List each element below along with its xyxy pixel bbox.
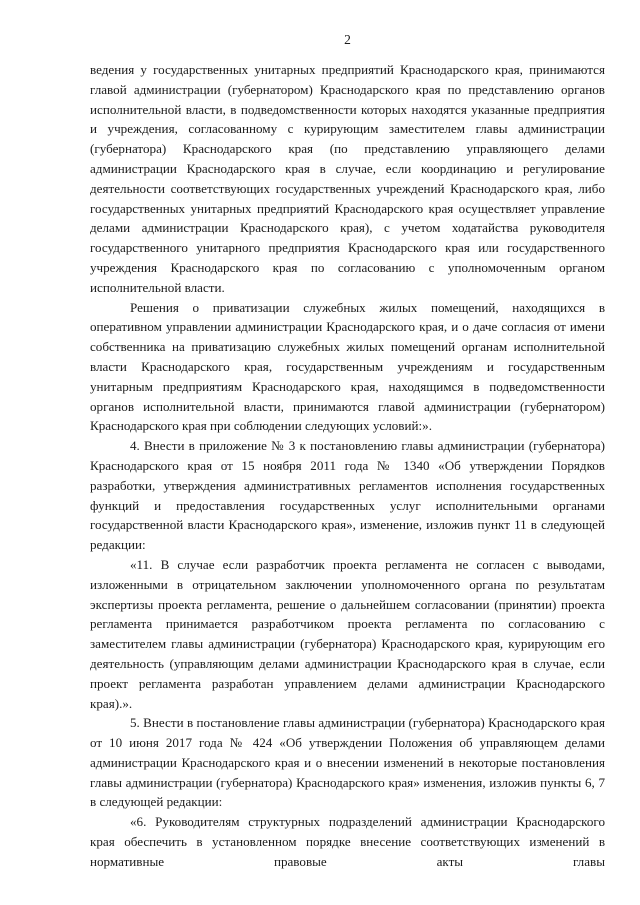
document-page — [90, 30, 605, 872]
paragraph-point-6: «6. Руководителям структурных подразделений администрации Краснодарского края обеспечить в установленном порядке внесение соответствующих изменений в нормативные правовые акты главы — [90, 814, 605, 869]
paragraph-item-5: 5. Внести в постановление главы администрации (губернатора) Краснодарского края от 10 июня 2017 года № 424 «Об утверждении Положения об управляющем делами администрации Краснодарского края и о внесении изменений в некоторые постановления главы администрации (губернатора) Краснодарского края» изменения, изложив пункты 6, 7 в следующей редакции: — [90, 715, 605, 810]
paragraph-privatization-decision: Решения о приватизации служебных жилых помещений, находящихся в оперативном управлении администрации Краснодарского края, и о даче согласия от имени собственника на приватизацию служебных жилых помещений органам исполнительной власти Краснодарского края, государственным учреждениям и государственным унитарным предприятиям Краснодарского края, находящимся в подведомственности органов исполнительной власти, принимаются главой администрации (губернатором) Краснодарского края при соблюдении следующих условий:». — [90, 299, 605, 434]
paragraph-continuation: ведения у государственных унитарных предприятий Краснодарского края, принимаются главой администрации (губернатором) Краснодарского края по представлению органов исполнительной власти, в подведомственности которых находятся указанные предприятия и учреждения, согласованному с курирующим заместителем главы администрации (губернатора) Краснодарского края (по представлению управляющего делами администрации Краснодарского края в случае, если координацию и регулирование деятельности соответствующих государственных учреждений Краснодарского края, либо государственных унитарных предприятий Краснодарского края осуществляет управление делами администрации Краснодарского края), с учетом ходатайства руководителя государственного унитарного предприятия Краснодарского края или государственного учреждения Краснодарского края по согласованию с уполномоченным органом исполнительной власти. — [90, 62, 605, 295]
paragraph-point-11: «11. В случае если разработчик проекта регламента не согласен с выводами, изложенными в отрицательном заключении уполномоченного органа по результатам экспертизы проекта регламента, решение о дальнейшем согласовании (принятии) проекта регламента принимается разработчиком проекта регламента по согласованию с заместителем главы администрации (губернатора) Краснодарского края, курирующим его деятельность (управляющим делами администрации Краснодарского края в случае, если проект регламента разработан управлением делами администрации Краснодарского края).». — [90, 556, 605, 711]
page-number: 2 — [344, 32, 351, 47]
paragraph-item-4: 4. Внести в приложение № 3 к постановлению главы администрации (губернатора) Краснодарского края от 15 ноября 2011 года № 1340 «Об утверждении Порядков разработки, утверждения административных регламентов исполнения государственных функций и предоставления государственных услуг исполнительными органами государственной власти Краснодарского края», изменение, изложив пункт 11 в следующей редакции: — [90, 438, 605, 553]
